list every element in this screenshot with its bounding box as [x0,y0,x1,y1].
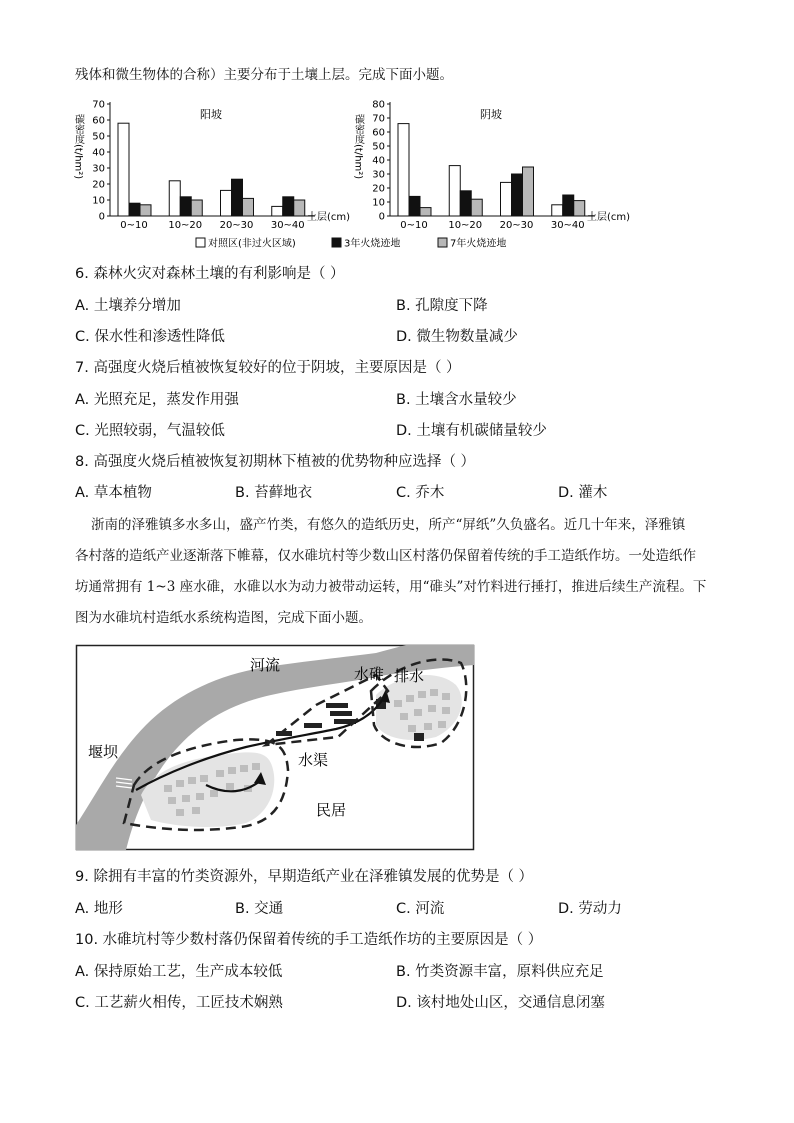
chart-legend [196,237,506,250]
chart-shady-slope [353,100,631,232]
y-tick-label-1-6: 60 [372,127,385,139]
y-tick-label-0-6: 60 [92,115,105,127]
x-axis-label-1: 土层(cm) [587,212,631,223]
bar-0-1-0 [169,181,180,216]
bar-1-0-1 [409,196,420,216]
bar-1-1-1 [460,191,471,216]
bar-0-3-2 [294,200,305,216]
water-system-map [76,645,474,850]
question-6-option-d[interactable]: D. 微生物数量减少 [396,329,518,345]
y-tick-label-1-1: 10 [372,197,385,209]
x-tick-label-1-2: 20~30 [499,220,534,231]
label-dam: 堰坝 [88,743,119,761]
x-tick-label-1-0: 0~10 [400,220,428,231]
label-canal: 水渠 [298,751,329,769]
y-tick-label-0-2: 20 [92,179,105,191]
legend-label-0: 对照区(非过火区域) [208,238,296,250]
legend-label-1: 3年火烧迹地 [344,238,401,250]
legend-swatch-1 [332,238,341,247]
x-tick-label-0-2: 20~30 [219,220,254,231]
y-tick-label-0-4: 40 [92,147,105,159]
question-6-option-a[interactable]: A. 土壤养分增加 [75,298,181,314]
passage-line-4: 图为水碓坑村造纸水系统构造图，完成下面小题。 [75,610,372,626]
y-tick-label-1-2: 20 [372,183,385,195]
y-tick-label-0-3: 30 [92,163,105,175]
bar-1-2-1 [512,174,523,216]
chart-sunny-slope [73,100,351,232]
legend-swatch-2 [438,238,447,247]
question-6-stem: 6. 森林火灾对森林土壤的有利影响是（ ） [75,266,345,282]
bar-0-3-1 [283,197,294,216]
question-10-option-d[interactable]: D. 该村地处山区，交通信息闭塞 [396,995,605,1011]
passage-line-2: 各村落的造纸产业逐渐落下帷幕，仅水碓坑村等少数山区村落仍保留着传统的手工造纸作坊。一处造纸作 [75,548,696,564]
bar-1-1-2 [471,199,482,216]
question-10-stem: 10. 水碓坑村等少数村落仍保留着传统的手工造纸作坊的主要原因是（ ） [75,932,543,948]
bar-0-0-1 [129,203,140,216]
y-tick-label-0-7: 70 [92,99,105,111]
bar-1-2-0 [501,182,512,216]
label-river: 河流 [250,656,281,674]
bar-0-2-2 [243,198,254,216]
question-7-option-a[interactable]: A. 光照充足，蒸发作用强 [75,392,239,408]
intro-line: 残体和微生物体的合称）主要分布于土壤上层。完成下面小题。 [75,67,453,83]
bar-0-2-1 [232,179,243,216]
y-tick-label-0-1: 10 [92,195,105,207]
bar-1-3-0 [552,205,563,216]
bar-1-1-0 [449,166,460,216]
bar-0-1-2 [191,200,202,216]
question-8-option-b[interactable]: B. 苔藓地衣 [235,485,313,501]
question-9-option-a[interactable]: A. 地形 [75,901,123,917]
label-houses: 民居 [316,801,347,819]
x-tick-label-0-0: 0~10 [120,220,148,231]
bar-1-3-2 [574,201,585,216]
y-tick-label-1-7: 70 [372,113,385,125]
bar-1-2-2 [523,167,534,216]
x-tick-label-1-1: 10~20 [448,220,483,231]
bar-1-0-0 [398,124,409,216]
y-tick-label-0-0: 0 [98,211,105,223]
label-mill: 水碓 [354,665,385,683]
y-tick-label-1-3: 30 [372,169,385,181]
bar-0-3-0 [272,206,283,216]
question-6-option-b[interactable]: B. 孔隙度下降 [396,298,488,314]
question-10-option-a[interactable]: A. 保持原始工艺，生产成本较低 [75,964,283,980]
question-7-option-d[interactable]: D. 土壤有机碳储量较少 [396,423,547,439]
y-tick-label-1-8: 80 [372,99,385,111]
y-axis-label-0: 碳密度(t/hm²) [72,114,84,180]
passage-line-3: 坊通常拥有 1~3 座水碓，水碓以水为动力被带动运转，用“碓头”对竹料进行捶打，推进后续生产流程。下 [75,579,707,595]
question-7-option-c[interactable]: C. 光照较弱，气温较低 [75,423,225,439]
question-8-option-d[interactable]: D. 灌木 [558,485,608,501]
question-6-option-c[interactable]: C. 保水性和渗透性降低 [75,329,225,345]
carbon-density-charts [70,96,631,258]
bar-0-1-1 [180,197,191,216]
question-9-option-b[interactable]: B. 交通 [235,901,284,917]
question-7-option-b[interactable]: B. 土壤含水量较少 [396,392,517,408]
legend-label-2: 7年火烧迹地 [450,238,507,250]
legend-swatch-0 [196,238,205,247]
chart-title-0: 阳坡 [200,108,222,121]
y-tick-label-0-5: 50 [92,131,105,143]
bar-1-0-2 [420,208,431,216]
x-tick-label-0-3: 30~40 [270,220,305,231]
x-axis-label-0: 土层(cm) [307,212,351,223]
bar-0-2-0 [221,190,232,216]
chart-title-1: 阴坡 [480,108,502,121]
question-8-option-c[interactable]: C. 乔木 [396,485,445,501]
passage-line-1: 浙南的泽雅镇多水多山，盛产竹类，有悠久的造纸历史，所产“屏纸”久负盛名。近几十年来，泽雅镇 [91,517,686,533]
question-8-stem: 8. 高强度火烧后植被恢复初期林下植被的优势物种应选择（ ） [75,454,476,470]
bar-0-0-2 [140,205,151,216]
question-9-stem: 9. 除拥有丰富的竹类资源外，早期造纸产业在泽雅镇发展的优势是（ ） [75,869,534,885]
bar-0-0-0 [118,123,129,216]
x-tick-label-1-3: 30~40 [550,220,585,231]
label-drain: 排水 [394,667,425,685]
y-tick-label-1-0: 0 [378,211,385,223]
y-tick-label-1-4: 40 [372,155,385,167]
y-axis-label-1: 碳密度(t/hm²) [352,114,364,180]
x-tick-label-0-1: 10~20 [168,220,203,231]
question-10-option-c[interactable]: C. 工艺薪火相传，工匠技术娴熟 [75,995,283,1011]
question-10-option-b[interactable]: B. 竹类资源丰富，原料供应充足 [396,964,604,980]
y-tick-label-1-5: 50 [372,141,385,153]
question-9-option-d[interactable]: D. 劳动力 [558,901,622,917]
question-7-stem: 7. 高强度火烧后植被恢复较好的位于阴坡，主要原因是（ ） [75,360,461,376]
question-8-option-a[interactable]: A. 草本植物 [75,485,152,501]
question-9-option-c[interactable]: C. 河流 [396,901,445,917]
bar-1-3-1 [563,195,574,216]
